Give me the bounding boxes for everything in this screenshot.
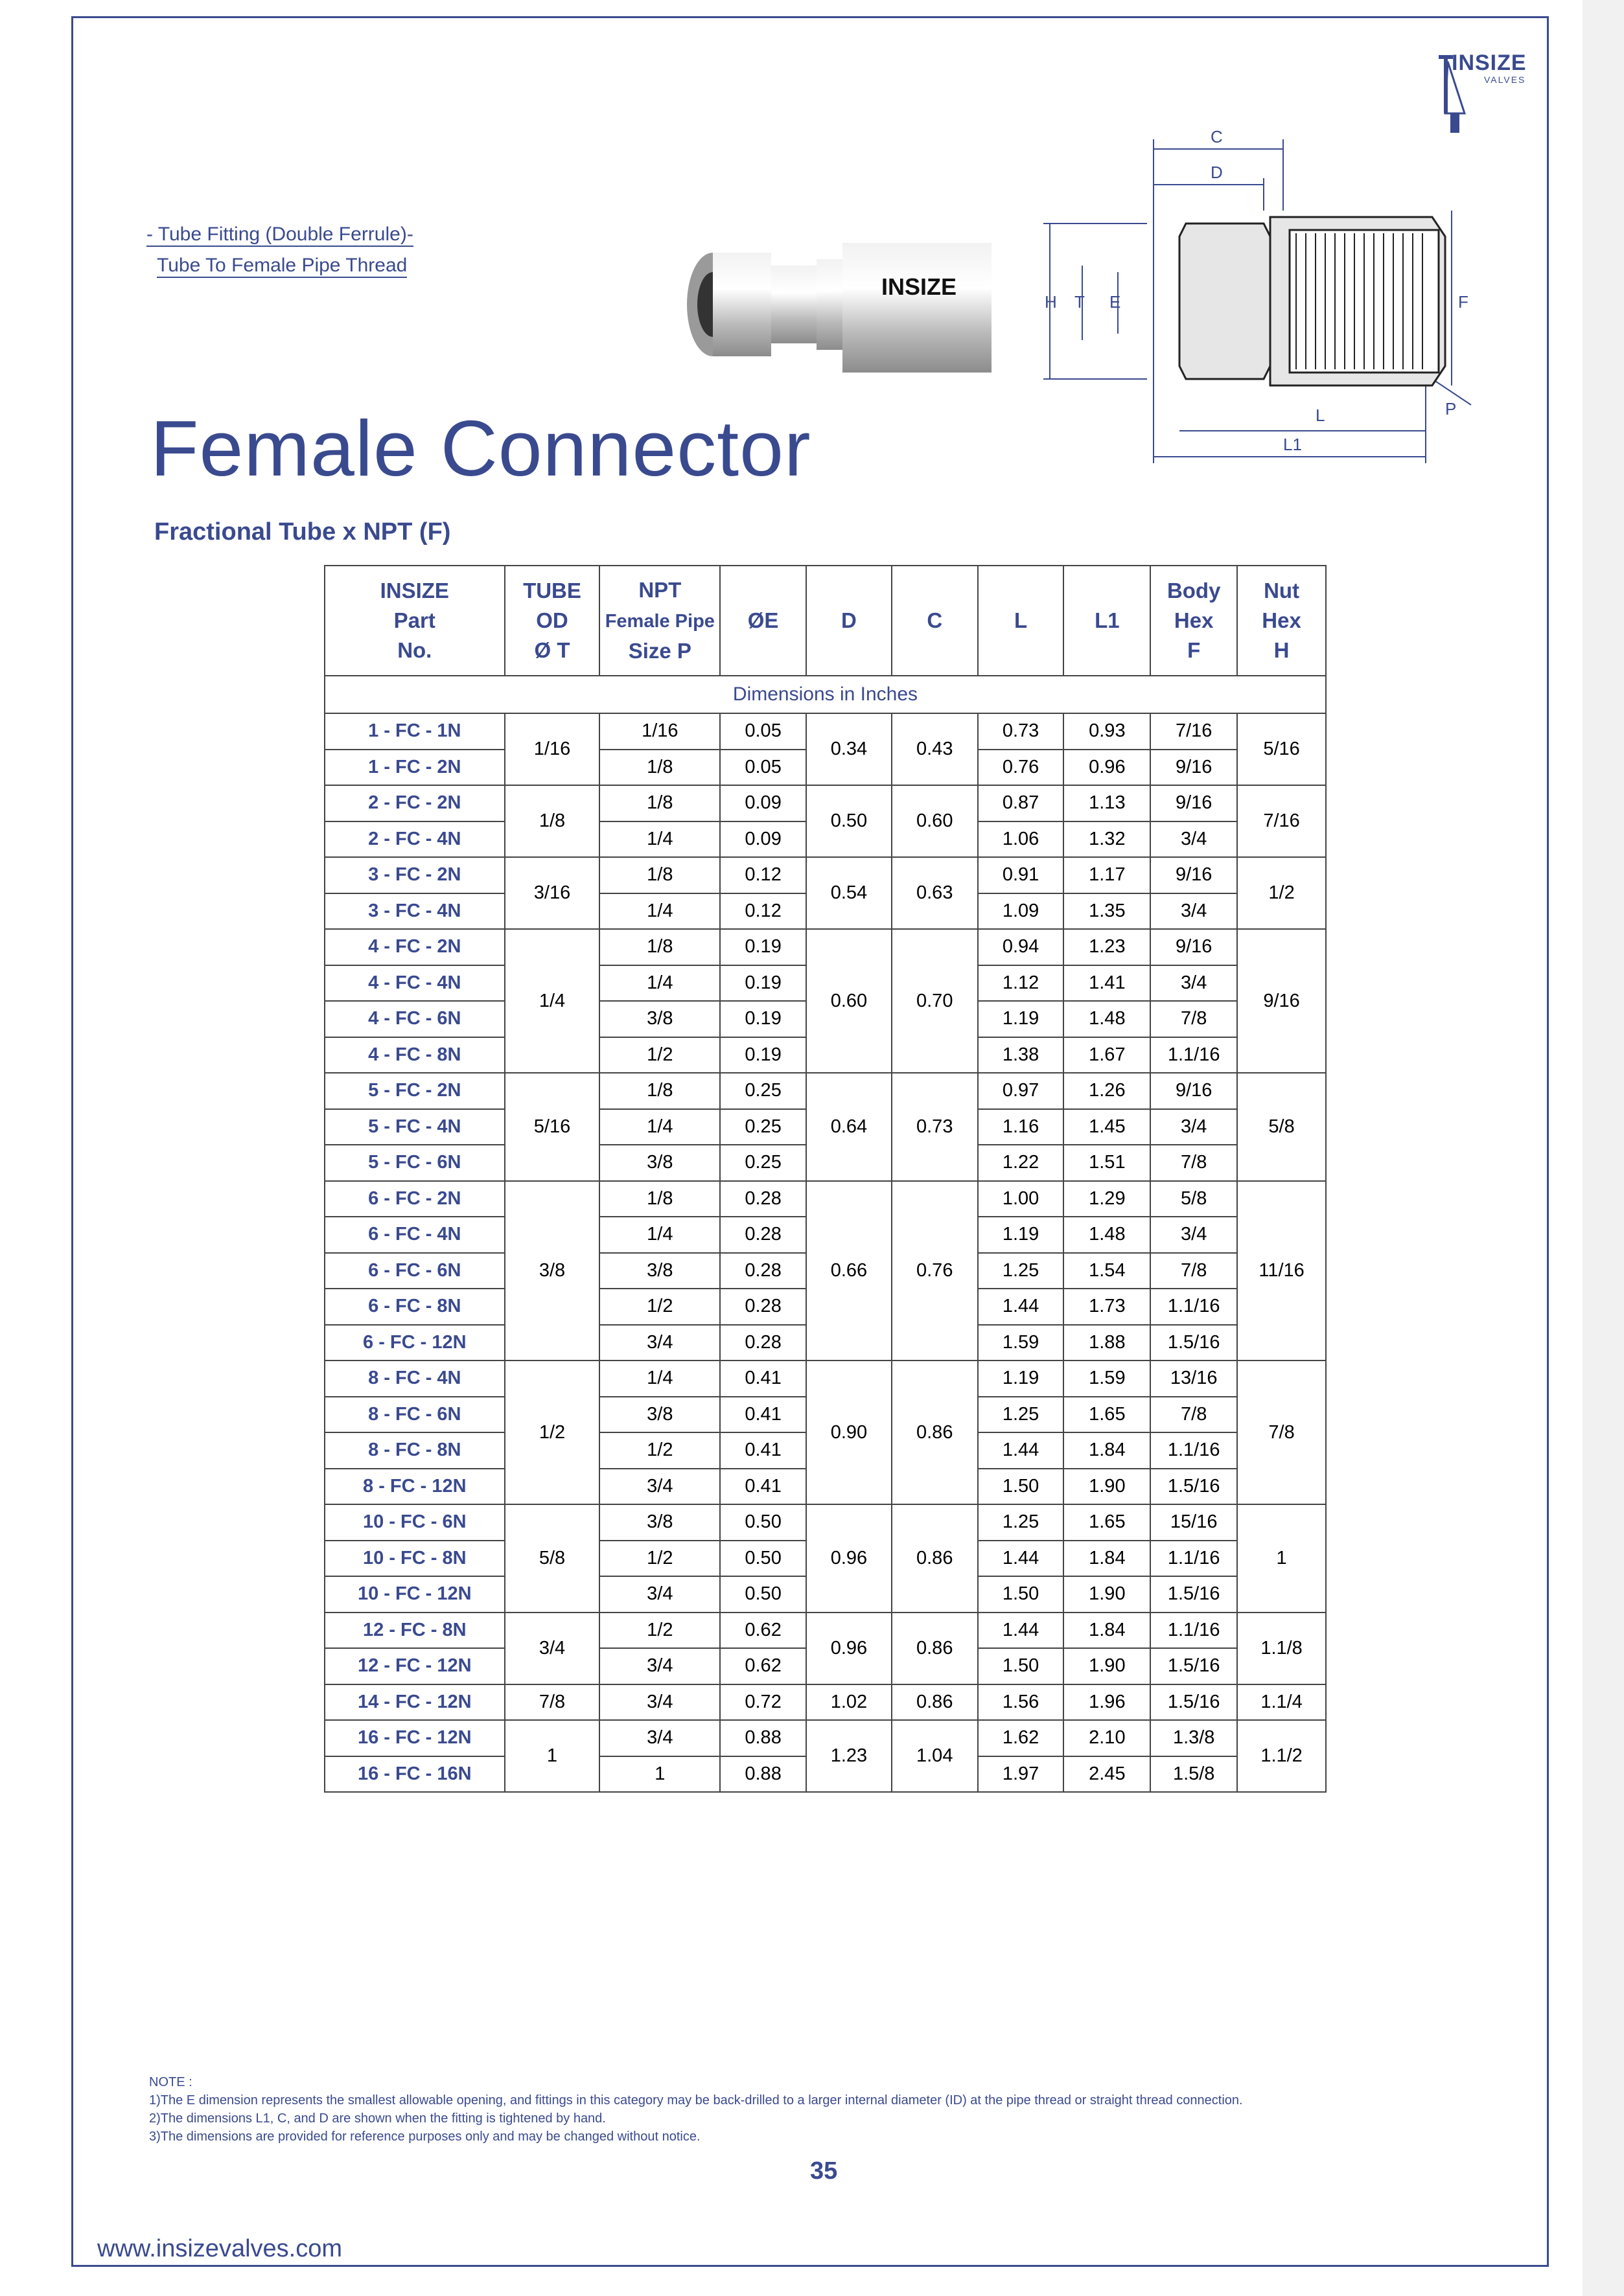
cell-l1: 1.90 bbox=[1063, 1648, 1150, 1684]
cell-tube-od: 7/8 bbox=[505, 1684, 600, 1721]
cell-d: 0.96 bbox=[806, 1613, 892, 1684]
header-body-hex: Body Hex F bbox=[1150, 566, 1237, 676]
notes bbox=[149, 2073, 1243, 2146]
cell-part-no: 14 - FC - 12N bbox=[325, 1684, 505, 1721]
cell-part-no: 8 - FC - 12N bbox=[325, 1469, 505, 1505]
cell-body-hex: 7/8 bbox=[1150, 1253, 1237, 1289]
units-label: Dimensions in Inches bbox=[325, 676, 1326, 713]
cell-e: 0.50 bbox=[720, 1541, 806, 1577]
photo-label: INSIZE bbox=[881, 273, 957, 300]
cell-e: 0.28 bbox=[720, 1181, 806, 1217]
header-e: ØE bbox=[720, 566, 806, 676]
cell-e: 0.41 bbox=[720, 1469, 806, 1505]
brand-sub: VALVES bbox=[1484, 75, 1526, 85]
cell-npt-size: 1/2 bbox=[599, 1289, 720, 1325]
cell-body-hex: 3/4 bbox=[1150, 893, 1237, 930]
cell-part-no: 6 - FC - 2N bbox=[325, 1181, 505, 1217]
dim-label-f: F bbox=[1458, 292, 1468, 312]
cell-l1: 1.67 bbox=[1063, 1037, 1150, 1073]
cell-tube-od: 3/4 bbox=[505, 1613, 600, 1684]
cell-e: 0.41 bbox=[720, 1397, 806, 1433]
cell-part-no: 6 - FC - 4N bbox=[325, 1217, 505, 1253]
header-npt: NPT Female Pipe Size P bbox=[599, 566, 720, 676]
cell-body-hex: 1.1/16 bbox=[1150, 1432, 1237, 1469]
cell-npt-size: 1/4 bbox=[599, 893, 720, 930]
dim-label-c: C bbox=[1211, 127, 1223, 146]
cell-l1: 1.35 bbox=[1063, 893, 1150, 930]
cell-l1: 1.96 bbox=[1063, 1684, 1150, 1721]
cell-l1: 1.59 bbox=[1063, 1360, 1150, 1397]
cell-nut-hex: 1.1/2 bbox=[1237, 1720, 1326, 1792]
table-row bbox=[325, 857, 1326, 893]
cell-l: 1.44 bbox=[978, 1541, 1064, 1577]
cell-c: 1.04 bbox=[892, 1720, 978, 1792]
cell-l: 1.12 bbox=[978, 965, 1064, 1002]
cell-body-hex: 1.5/16 bbox=[1150, 1469, 1237, 1505]
cell-l: 1.97 bbox=[978, 1756, 1064, 1793]
cell-npt-size: 1/4 bbox=[599, 1217, 720, 1253]
notes-heading: NOTE : bbox=[149, 2075, 192, 2089]
dim-label-l: L bbox=[1316, 406, 1325, 425]
cell-d: 0.66 bbox=[806, 1181, 892, 1361]
cell-d: 1.02 bbox=[806, 1684, 892, 1721]
cell-nut-hex: 1/2 bbox=[1237, 857, 1326, 929]
cell-npt-size: 1/2 bbox=[599, 1541, 720, 1577]
cell-npt-size: 1/8 bbox=[599, 1073, 720, 1109]
header-c: C bbox=[892, 566, 978, 676]
cell-part-no: 10 - FC - 12N bbox=[325, 1576, 505, 1613]
cell-npt-size: 3/8 bbox=[599, 1001, 720, 1037]
cell-d: 0.64 bbox=[806, 1073, 892, 1181]
cell-l1: 1.17 bbox=[1063, 857, 1150, 893]
cell-l: 1.19 bbox=[978, 1001, 1064, 1037]
cell-l: 1.06 bbox=[978, 821, 1064, 858]
cell-part-no: 4 - FC - 6N bbox=[325, 1001, 505, 1037]
cell-nut-hex: 1.1/8 bbox=[1237, 1613, 1326, 1684]
page-number: 35 bbox=[810, 2157, 838, 2185]
cell-l1: 1.90 bbox=[1063, 1576, 1150, 1613]
cell-l1: 0.93 bbox=[1063, 713, 1150, 750]
table-row bbox=[325, 1504, 1326, 1541]
cell-npt-size: 1/8 bbox=[599, 857, 720, 893]
table-row bbox=[325, 1684, 1326, 1721]
cell-part-no: 3 - FC - 2N bbox=[325, 857, 505, 893]
cell-e: 0.19 bbox=[720, 1037, 806, 1073]
cell-e: 0.28 bbox=[720, 1253, 806, 1289]
cell-d: 0.60 bbox=[806, 929, 892, 1073]
cell-npt-size: 1 bbox=[599, 1756, 720, 1793]
cell-l1: 1.73 bbox=[1063, 1289, 1150, 1325]
cell-part-no: 16 - FC - 16N bbox=[325, 1756, 505, 1793]
header-nut-hex: Nut Hex H bbox=[1237, 566, 1326, 676]
cell-body-hex: 1.5/16 bbox=[1150, 1325, 1237, 1361]
cell-body-hex: 1.5/16 bbox=[1150, 1648, 1237, 1684]
cell-c: 0.63 bbox=[892, 857, 978, 929]
cell-l: 1.44 bbox=[978, 1613, 1064, 1649]
cell-nut-hex: 7/8 bbox=[1237, 1360, 1326, 1504]
units-row bbox=[325, 676, 1326, 713]
cell-l: 1.62 bbox=[978, 1720, 1064, 1756]
cell-l: 0.87 bbox=[978, 785, 1064, 821]
note-line: 3)The dimensions are provided for reference purposes only and may be changed without notice. bbox=[149, 2130, 701, 2144]
cell-part-no: 6 - FC - 6N bbox=[325, 1253, 505, 1289]
cell-body-hex: 13/16 bbox=[1150, 1360, 1237, 1397]
cell-npt-size: 1/8 bbox=[599, 785, 720, 821]
table-header-row bbox=[325, 566, 1326, 676]
cell-npt-size: 1/4 bbox=[599, 1360, 720, 1397]
cell-l1: 1.29 bbox=[1063, 1181, 1150, 1217]
cell-c: 0.70 bbox=[892, 929, 978, 1073]
cell-npt-size: 3/8 bbox=[599, 1504, 720, 1541]
cell-l1: 1.23 bbox=[1063, 929, 1150, 965]
cell-e: 0.09 bbox=[720, 785, 806, 821]
cell-npt-size: 1/2 bbox=[599, 1037, 720, 1073]
cell-part-no: 1 - FC - 1N bbox=[325, 713, 505, 750]
cell-l: 1.00 bbox=[978, 1181, 1064, 1217]
cell-npt-size: 3/8 bbox=[599, 1145, 720, 1181]
page-title: Female Connector bbox=[150, 404, 811, 492]
cell-c: 0.86 bbox=[892, 1684, 978, 1721]
website-link[interactable]: www.insizevalves.com bbox=[97, 2235, 342, 2262]
cell-nut-hex: 5/16 bbox=[1237, 713, 1326, 785]
cell-l1: 1.26 bbox=[1063, 1073, 1150, 1109]
cell-l: 1.59 bbox=[978, 1325, 1064, 1361]
cell-body-hex: 7/8 bbox=[1150, 1145, 1237, 1181]
cell-l1: 1.41 bbox=[1063, 965, 1150, 1002]
cell-l: 1.50 bbox=[978, 1576, 1064, 1613]
dim-label-d: D bbox=[1211, 163, 1223, 182]
cell-tube-od: 3/16 bbox=[505, 857, 600, 929]
cell-e: 0.50 bbox=[720, 1576, 806, 1613]
cell-body-hex: 7/8 bbox=[1150, 1001, 1237, 1037]
page-subtitle: Fractional Tube x NPT (F) bbox=[154, 518, 451, 545]
table-row bbox=[325, 785, 1326, 821]
cell-body-hex: 7/8 bbox=[1150, 1397, 1237, 1433]
cell-l1: 2.45 bbox=[1063, 1756, 1150, 1793]
cell-l1: 1.84 bbox=[1063, 1613, 1150, 1649]
dim-label-e: E bbox=[1109, 292, 1121, 312]
table-row bbox=[325, 929, 1326, 965]
cell-e: 0.09 bbox=[720, 821, 806, 858]
spec-table bbox=[324, 565, 1327, 1793]
cell-c: 0.76 bbox=[892, 1181, 978, 1361]
cell-tube-od: 1/8 bbox=[505, 785, 600, 857]
cell-l1: 1.65 bbox=[1063, 1397, 1150, 1433]
cell-nut-hex: 5/8 bbox=[1237, 1073, 1326, 1181]
product-photo bbox=[680, 220, 1004, 376]
cell-l: 1.44 bbox=[978, 1432, 1064, 1469]
cell-l: 0.91 bbox=[978, 857, 1064, 893]
cell-e: 0.19 bbox=[720, 965, 806, 1002]
cell-c: 0.60 bbox=[892, 785, 978, 857]
cell-tube-od: 3/8 bbox=[505, 1181, 600, 1361]
cell-part-no: 2 - FC - 4N bbox=[325, 821, 505, 858]
cell-part-no: 4 - FC - 2N bbox=[325, 929, 505, 965]
cell-c: 0.73 bbox=[892, 1073, 978, 1181]
cell-e: 0.72 bbox=[720, 1684, 806, 1721]
cell-l1: 0.96 bbox=[1063, 750, 1150, 786]
header-d: D bbox=[806, 566, 892, 676]
table-row bbox=[325, 1613, 1326, 1649]
category-line-2: Tube To Female Pipe Thread bbox=[157, 255, 407, 278]
cell-nut-hex: 9/16 bbox=[1237, 929, 1326, 1073]
cell-npt-size: 3/8 bbox=[599, 1253, 720, 1289]
cell-part-no: 8 - FC - 8N bbox=[325, 1432, 505, 1469]
header-part: INSIZE Part No. bbox=[325, 566, 505, 676]
cell-e: 0.19 bbox=[720, 929, 806, 965]
cell-part-no: 12 - FC - 12N bbox=[325, 1648, 505, 1684]
cell-tube-od: 5/16 bbox=[505, 1073, 600, 1181]
cell-body-hex: 1.5/8 bbox=[1150, 1756, 1237, 1793]
cell-body-hex: 9/16 bbox=[1150, 1073, 1237, 1109]
cell-nut-hex: 11/16 bbox=[1237, 1181, 1326, 1361]
cell-part-no: 5 - FC - 4N bbox=[325, 1109, 505, 1145]
cell-part-no: 6 - FC - 8N bbox=[325, 1289, 505, 1325]
cell-body-hex: 15/16 bbox=[1150, 1504, 1237, 1541]
cell-e: 0.88 bbox=[720, 1720, 806, 1756]
cell-npt-size: 1/4 bbox=[599, 1109, 720, 1145]
dim-label-t: T bbox=[1074, 292, 1085, 312]
cell-e: 0.28 bbox=[720, 1325, 806, 1361]
cell-l: 1.22 bbox=[978, 1145, 1064, 1181]
brand-name: INSIZE bbox=[1452, 51, 1527, 75]
cell-part-no: 10 - FC - 8N bbox=[325, 1541, 505, 1577]
cell-body-hex: 9/16 bbox=[1150, 929, 1237, 965]
cell-l1: 1.51 bbox=[1063, 1145, 1150, 1181]
cell-e: 0.88 bbox=[720, 1756, 806, 1793]
cell-part-no: 4 - FC - 4N bbox=[325, 965, 505, 1002]
cell-d: 0.50 bbox=[806, 785, 892, 857]
header-l1: L1 bbox=[1063, 566, 1150, 676]
cell-npt-size: 1/2 bbox=[599, 1613, 720, 1649]
cell-npt-size: 3/4 bbox=[599, 1576, 720, 1613]
cell-e: 0.25 bbox=[720, 1145, 806, 1181]
category-line-1: - Tube Fitting (Double Ferrule)- bbox=[146, 224, 413, 247]
cell-body-hex: 9/16 bbox=[1150, 857, 1237, 893]
cell-npt-size: 3/4 bbox=[599, 1684, 720, 1721]
cell-npt-size: 3/4 bbox=[599, 1720, 720, 1756]
table-row bbox=[325, 1360, 1326, 1397]
cell-e: 0.12 bbox=[720, 893, 806, 930]
cell-l: 1.25 bbox=[978, 1397, 1064, 1433]
cell-body-hex: 1.5/16 bbox=[1150, 1576, 1237, 1613]
cell-npt-size: 1/8 bbox=[599, 750, 720, 786]
cell-npt-size: 1/4 bbox=[599, 965, 720, 1002]
cell-l1: 1.65 bbox=[1063, 1504, 1150, 1541]
cell-l: 1.44 bbox=[978, 1289, 1064, 1325]
cell-c: 0.86 bbox=[892, 1360, 978, 1504]
cell-body-hex: 1.1/16 bbox=[1150, 1541, 1237, 1577]
cell-d: 0.34 bbox=[806, 713, 892, 785]
cell-npt-size: 1/8 bbox=[599, 1181, 720, 1217]
cell-npt-size: 3/4 bbox=[599, 1469, 720, 1505]
note-line: 2)The dimensions L1, C, and D are shown when the fitting is tightened by hand. bbox=[149, 2111, 606, 2126]
cell-l1: 1.88 bbox=[1063, 1325, 1150, 1361]
cell-c: 0.86 bbox=[892, 1613, 978, 1684]
cell-body-hex: 9/16 bbox=[1150, 750, 1237, 786]
cell-e: 0.12 bbox=[720, 857, 806, 893]
cell-part-no: 8 - FC - 4N bbox=[325, 1360, 505, 1397]
cell-l1: 1.54 bbox=[1063, 1253, 1150, 1289]
cell-tube-od: 1/2 bbox=[505, 1360, 600, 1504]
cell-d: 0.96 bbox=[806, 1504, 892, 1613]
cell-e: 0.05 bbox=[720, 713, 806, 750]
cell-part-no: 3 - FC - 4N bbox=[325, 893, 505, 930]
cell-l: 0.94 bbox=[978, 929, 1064, 965]
cell-e: 0.41 bbox=[720, 1432, 806, 1469]
cell-e: 0.05 bbox=[720, 750, 806, 786]
table-row bbox=[325, 1181, 1326, 1217]
cell-l1: 1.48 bbox=[1063, 1217, 1150, 1253]
cell-l: 1.50 bbox=[978, 1648, 1064, 1684]
cell-d: 1.23 bbox=[806, 1720, 892, 1792]
cell-npt-size: 1/16 bbox=[599, 713, 720, 750]
cell-l: 1.19 bbox=[978, 1360, 1064, 1397]
cell-l: 1.38 bbox=[978, 1037, 1064, 1073]
cell-part-no: 12 - FC - 8N bbox=[325, 1613, 505, 1649]
header-l: L bbox=[978, 566, 1064, 676]
cell-l: 1.56 bbox=[978, 1684, 1064, 1721]
cell-l1: 1.84 bbox=[1063, 1541, 1150, 1577]
cell-part-no: 5 - FC - 2N bbox=[325, 1073, 505, 1109]
cell-nut-hex: 1 bbox=[1237, 1504, 1326, 1613]
cell-l: 1.50 bbox=[978, 1469, 1064, 1505]
cell-body-hex: 5/8 bbox=[1150, 1181, 1237, 1217]
cell-e: 0.19 bbox=[720, 1001, 806, 1037]
cell-l1: 1.90 bbox=[1063, 1469, 1150, 1505]
cell-tube-od: 1/4 bbox=[505, 929, 600, 1073]
side-band bbox=[1583, 0, 1624, 2296]
cell-body-hex: 9/16 bbox=[1150, 785, 1237, 821]
cell-e: 0.62 bbox=[720, 1613, 806, 1649]
cell-body-hex: 1.1/16 bbox=[1150, 1037, 1237, 1073]
cell-l1: 2.10 bbox=[1063, 1720, 1150, 1756]
cell-body-hex: 1.5/16 bbox=[1150, 1684, 1237, 1721]
note-line: 1)The E dimension represents the smallest allowable opening, and fittings in this category may be back-drilled to a larger internal diameter (ID) at the pipe thread or straight thread connection. bbox=[149, 2093, 1243, 2107]
cell-nut-hex: 7/16 bbox=[1237, 785, 1326, 857]
dim-label-p: P bbox=[1445, 399, 1457, 419]
cell-c: 0.86 bbox=[892, 1504, 978, 1613]
cell-body-hex: 3/4 bbox=[1150, 1217, 1237, 1253]
cell-l1: 1.32 bbox=[1063, 821, 1150, 858]
cell-l: 1.25 bbox=[978, 1504, 1064, 1541]
cell-d: 0.90 bbox=[806, 1360, 892, 1504]
cell-e: 0.25 bbox=[720, 1109, 806, 1145]
cell-tube-od: 5/8 bbox=[505, 1504, 600, 1613]
cell-body-hex: 1.1/16 bbox=[1150, 1613, 1237, 1649]
cell-npt-size: 3/4 bbox=[599, 1325, 720, 1361]
cell-body-hex: 3/4 bbox=[1150, 821, 1237, 858]
dimension-drawing bbox=[1030, 126, 1497, 476]
cell-l: 0.73 bbox=[978, 713, 1064, 750]
cell-l: 1.19 bbox=[978, 1217, 1064, 1253]
table-row bbox=[325, 1720, 1326, 1756]
cell-tube-od: 1/16 bbox=[505, 713, 600, 785]
cell-tube-od: 1 bbox=[505, 1720, 600, 1792]
cell-e: 0.25 bbox=[720, 1073, 806, 1109]
dim-label-l1: L1 bbox=[1283, 435, 1302, 454]
cell-npt-size: 3/4 bbox=[599, 1648, 720, 1684]
cell-part-no: 4 - FC - 8N bbox=[325, 1037, 505, 1073]
cell-l1: 1.84 bbox=[1063, 1432, 1150, 1469]
dim-label-h: H bbox=[1045, 292, 1057, 312]
cell-part-no: 1 - FC - 2N bbox=[325, 750, 505, 786]
cell-l1: 1.45 bbox=[1063, 1109, 1150, 1145]
cell-body-hex: 1.1/16 bbox=[1150, 1289, 1237, 1325]
cell-e: 0.28 bbox=[720, 1289, 806, 1325]
cell-npt-size: 3/8 bbox=[599, 1397, 720, 1433]
cell-body-hex: 1.3/8 bbox=[1150, 1720, 1237, 1756]
cell-l: 0.97 bbox=[978, 1073, 1064, 1109]
cell-part-no: 10 - FC - 6N bbox=[325, 1504, 505, 1541]
cell-l: 1.16 bbox=[978, 1109, 1064, 1145]
cell-l1: 1.13 bbox=[1063, 785, 1150, 821]
cell-d: 0.54 bbox=[806, 857, 892, 929]
cell-l1: 1.48 bbox=[1063, 1001, 1150, 1037]
cell-part-no: 8 - FC - 6N bbox=[325, 1397, 505, 1433]
cell-part-no: 6 - FC - 12N bbox=[325, 1325, 505, 1361]
cell-e: 0.41 bbox=[720, 1360, 806, 1397]
cell-e: 0.50 bbox=[720, 1504, 806, 1541]
cell-part-no: 2 - FC - 2N bbox=[325, 785, 505, 821]
table-row bbox=[325, 713, 1326, 750]
cell-npt-size: 1/2 bbox=[599, 1432, 720, 1469]
cell-body-hex: 3/4 bbox=[1150, 1109, 1237, 1145]
cell-l: 0.76 bbox=[978, 750, 1064, 786]
cell-body-hex: 7/16 bbox=[1150, 713, 1237, 750]
cell-nut-hex: 1.1/4 bbox=[1237, 1684, 1326, 1721]
table-row bbox=[325, 1073, 1326, 1109]
cell-npt-size: 1/4 bbox=[599, 821, 720, 858]
cell-e: 0.28 bbox=[720, 1217, 806, 1253]
header-tube-od: TUBE OD Ø T bbox=[505, 566, 600, 676]
cell-part-no: 16 - FC - 12N bbox=[325, 1720, 505, 1756]
spec-table-body bbox=[325, 713, 1326, 1792]
cell-e: 0.62 bbox=[720, 1648, 806, 1684]
cell-npt-size: 1/8 bbox=[599, 929, 720, 965]
cell-c: 0.43 bbox=[892, 713, 978, 785]
cell-part-no: 5 - FC - 6N bbox=[325, 1145, 505, 1181]
cell-body-hex: 3/4 bbox=[1150, 965, 1237, 1002]
cell-l: 1.25 bbox=[978, 1253, 1064, 1289]
cell-l: 1.09 bbox=[978, 893, 1064, 930]
